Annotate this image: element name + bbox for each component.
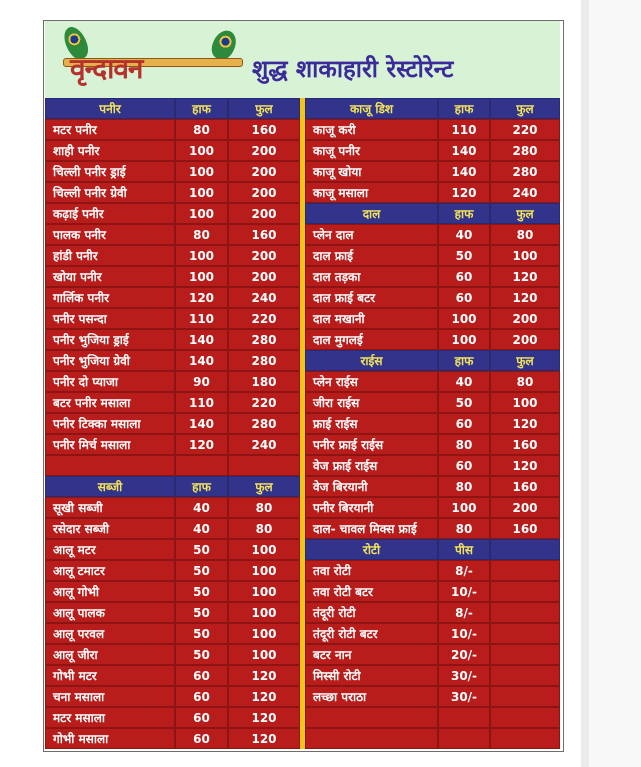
price-half: 90 <box>175 371 228 392</box>
menu-item-name: तंदूरी रोटी <box>305 602 438 623</box>
column-header <box>490 539 560 560</box>
price-half: 140 <box>175 350 228 371</box>
price-full: 160 <box>228 119 300 140</box>
menu-item-name: वेज बिरयानी <box>305 476 438 497</box>
menu-item-name: दाल- चावल मिक्स फ्राई <box>305 518 438 539</box>
menu-item-name <box>45 455 175 476</box>
price-half: 80 <box>175 119 228 140</box>
price-half: 60 <box>175 728 228 749</box>
column-header: हाफ <box>438 350 490 371</box>
price-half: 50 <box>175 644 228 665</box>
price-full: 200 <box>228 140 300 161</box>
price-full: 100 <box>228 602 300 623</box>
price-half: 40 <box>175 518 228 539</box>
section-title: सब्जी <box>45 476 175 497</box>
price-half: 140 <box>175 413 228 434</box>
price-full: 220 <box>228 308 300 329</box>
menu-item-name: दाल मुगलई <box>305 329 438 350</box>
price-full: 240 <box>228 434 300 455</box>
price-half <box>438 728 490 749</box>
page-margin <box>589 0 641 767</box>
price-full: 100 <box>490 245 560 266</box>
price-half: 8/- <box>438 602 490 623</box>
menu-item-name: रसेदार सब्जी <box>45 518 175 539</box>
menu-item-name: पनीर भुजिया ग्रेवी <box>45 350 175 371</box>
price-full <box>490 665 560 686</box>
menu-item-name: जीरा राईस <box>305 392 438 413</box>
price-half: 80 <box>438 518 490 539</box>
menu-item-name: तवा रोटी <box>305 560 438 581</box>
price-half: 120 <box>175 287 228 308</box>
price-full: 200 <box>228 203 300 224</box>
price-full: 80 <box>490 371 560 392</box>
price-half: 30/- <box>438 665 490 686</box>
menu-item-name: कढ़ाई पनीर <box>45 203 175 224</box>
price-half: 120 <box>175 434 228 455</box>
price-half: 10/- <box>438 623 490 644</box>
menu-item-name: काजू पनीर <box>305 140 438 161</box>
price-full: 220 <box>228 392 300 413</box>
column-header: पीस <box>438 539 490 560</box>
menu-item-name <box>305 728 438 749</box>
menu-item-name: गार्लिक पनीर <box>45 287 175 308</box>
price-full: 100 <box>228 560 300 581</box>
section-title: राईस <box>305 350 438 371</box>
price-full: 160 <box>490 476 560 497</box>
menu-item-name: प्लेन राईस <box>305 371 438 392</box>
menu-item-name: आलू पालक <box>45 602 175 623</box>
price-half: 80 <box>438 476 490 497</box>
price-full: 160 <box>490 518 560 539</box>
price-full <box>228 455 300 476</box>
price-full: 120 <box>490 413 560 434</box>
price-full: 120 <box>490 266 560 287</box>
column-header: हाफ <box>175 98 228 119</box>
menu-item-name: दाल तड़का <box>305 266 438 287</box>
logo: वृन्दावन <box>70 52 143 85</box>
price-half: 120 <box>438 182 490 203</box>
column-header: फुल <box>228 98 300 119</box>
price-full: 80 <box>490 224 560 245</box>
price-half: 40 <box>438 371 490 392</box>
price-half: 100 <box>438 497 490 518</box>
menu-item-name: दाल फ्राई <box>305 245 438 266</box>
price-half: 8/- <box>438 560 490 581</box>
price-half: 40 <box>438 224 490 245</box>
menu-item-name: पनीर दो प्याजा <box>45 371 175 392</box>
price-full <box>490 560 560 581</box>
price-half: 110 <box>175 392 228 413</box>
page-edge-shadow <box>581 0 589 767</box>
menu-item-name: काजू करी <box>305 119 438 140</box>
menu-item-name: चिल्ली पनीर ग्रेवी <box>45 182 175 203</box>
price-half: 50 <box>438 392 490 413</box>
price-full: 180 <box>228 371 300 392</box>
column-header: फुल <box>490 350 560 371</box>
column-header: फुल <box>228 476 300 497</box>
price-full: 200 <box>490 308 560 329</box>
menu-item-name: तंदूरी रोटी बटर <box>305 623 438 644</box>
price-full: 100 <box>228 644 300 665</box>
menu-item-name: तवा रोटी बटर <box>305 581 438 602</box>
menu-item-name: चना मसाला <box>45 686 175 707</box>
price-half: 100 <box>175 203 228 224</box>
menu-item-name: दाल मखानी <box>305 308 438 329</box>
price-full: 160 <box>228 224 300 245</box>
price-full: 200 <box>490 497 560 518</box>
price-half: 50 <box>175 602 228 623</box>
menu-item-name: गोभी मटर <box>45 665 175 686</box>
menu-item-name: आलू परवल <box>45 623 175 644</box>
menu-item-name: हांडी पनीर <box>45 245 175 266</box>
price-half: 80 <box>438 434 490 455</box>
price-half: 60 <box>438 413 490 434</box>
price-full: 160 <box>490 434 560 455</box>
menu-item-name: पालक पनीर <box>45 224 175 245</box>
price-full: 200 <box>228 161 300 182</box>
price-half: 100 <box>438 308 490 329</box>
menu-item-name: दाल फ्राई बटर <box>305 287 438 308</box>
menu-item-name: प्लेन दाल <box>305 224 438 245</box>
price-full: 280 <box>228 350 300 371</box>
menu-item-name: बटर पनीर मसाला <box>45 392 175 413</box>
price-full: 280 <box>228 413 300 434</box>
column-header: हाफ <box>438 98 490 119</box>
menu-item-name: बटर नान <box>305 644 438 665</box>
price-full: 240 <box>490 182 560 203</box>
price-half: 110 <box>438 119 490 140</box>
price-half: 100 <box>175 140 228 161</box>
price-half: 140 <box>175 329 228 350</box>
section-title: पनीर <box>45 98 175 119</box>
price-full: 120 <box>490 455 560 476</box>
price-half <box>438 707 490 728</box>
menu-item-name: मटर पनीर <box>45 119 175 140</box>
section-title: दाल <box>305 203 438 224</box>
menu-item-name: पनीर भुजिया ड्राई <box>45 329 175 350</box>
price-full: 120 <box>228 686 300 707</box>
price-half: 50 <box>175 623 228 644</box>
menu-item-name: लच्छा पराठा <box>305 686 438 707</box>
menu-item-name: आलू गोभी <box>45 581 175 602</box>
menu-item-name: मिस्सी रोटी <box>305 665 438 686</box>
menu-item-name: काजू मसाला <box>305 182 438 203</box>
column-header: फुल <box>490 203 560 224</box>
menu-item-name: चिल्ली पनीर ड्राई <box>45 161 175 182</box>
price-full: 100 <box>228 623 300 644</box>
price-half: 110 <box>175 308 228 329</box>
price-half: 20/- <box>438 644 490 665</box>
section-title: रोटी <box>305 539 438 560</box>
price-full: 280 <box>490 140 560 161</box>
price-full: 80 <box>228 518 300 539</box>
menu-item-name: मटर मसाला <box>45 707 175 728</box>
price-half: 140 <box>438 140 490 161</box>
menu-item-name: खोया पनीर <box>45 266 175 287</box>
price-half: 60 <box>175 665 228 686</box>
price-half: 50 <box>175 560 228 581</box>
price-full: 280 <box>490 161 560 182</box>
price-full <box>490 644 560 665</box>
menu-item-name: शाही पनीर <box>45 140 175 161</box>
price-full: 120 <box>228 728 300 749</box>
section-title: काजू डिश <box>305 98 438 119</box>
price-half: 100 <box>175 161 228 182</box>
menu-item-name: पनीर टिक्का मसाला <box>45 413 175 434</box>
column-header: हाफ <box>438 203 490 224</box>
column-header: फुल <box>490 98 560 119</box>
restaurant-subtitle: शुद्ध शाकाहारी रेस्टोरेन्ट <box>252 55 454 83</box>
price-full: 200 <box>228 182 300 203</box>
menu-item-name: आलू टमाटर <box>45 560 175 581</box>
menu-item-name: सूखी सब्जी <box>45 497 175 518</box>
price-full: 200 <box>228 245 300 266</box>
menu-item-name: फ्राई राईस <box>305 413 438 434</box>
menu-item-name: आलू मटर <box>45 539 175 560</box>
price-half: 40 <box>175 497 228 518</box>
price-half: 60 <box>438 266 490 287</box>
price-full <box>490 623 560 644</box>
price-half: 100 <box>438 329 490 350</box>
price-half: 80 <box>175 224 228 245</box>
price-full <box>490 707 560 728</box>
price-full <box>490 728 560 749</box>
price-full: 280 <box>228 329 300 350</box>
price-full <box>490 686 560 707</box>
price-full <box>490 602 560 623</box>
price-half: 60 <box>438 287 490 308</box>
price-half: 60 <box>175 686 228 707</box>
price-half: 100 <box>175 245 228 266</box>
price-full: 200 <box>490 329 560 350</box>
menu-item-name: पनीर पसन्दा <box>45 308 175 329</box>
menu-item-name: गोभी मसाला <box>45 728 175 749</box>
price-half: 60 <box>438 455 490 476</box>
price-half: 100 <box>175 182 228 203</box>
price-half <box>175 455 228 476</box>
menu-item-name: काजू खोया <box>305 161 438 182</box>
price-half: 10/- <box>438 581 490 602</box>
price-full: 80 <box>228 497 300 518</box>
price-full: 100 <box>490 392 560 413</box>
price-half: 140 <box>438 161 490 182</box>
price-half: 100 <box>175 266 228 287</box>
price-full: 120 <box>490 287 560 308</box>
price-half: 50 <box>175 539 228 560</box>
price-full: 220 <box>490 119 560 140</box>
price-half: 30/- <box>438 686 490 707</box>
price-half: 50 <box>438 245 490 266</box>
price-full: 200 <box>228 266 300 287</box>
price-full: 120 <box>228 707 300 728</box>
menu-item-name <box>305 707 438 728</box>
column-header: हाफ <box>175 476 228 497</box>
menu-item-name: पनीर मिर्च मसाला <box>45 434 175 455</box>
menu-item-name: वेज फ्राई राईस <box>305 455 438 476</box>
menu-item-name: आलू जीरा <box>45 644 175 665</box>
menu-item-name: पनीर फ्राई राईस <box>305 434 438 455</box>
price-half: 60 <box>175 707 228 728</box>
price-full: 120 <box>228 665 300 686</box>
price-full: 100 <box>228 539 300 560</box>
menu-item-name: पनीर बिरयानी <box>305 497 438 518</box>
price-full: 100 <box>228 581 300 602</box>
price-half: 50 <box>175 581 228 602</box>
price-full: 240 <box>228 287 300 308</box>
price-full <box>490 581 560 602</box>
